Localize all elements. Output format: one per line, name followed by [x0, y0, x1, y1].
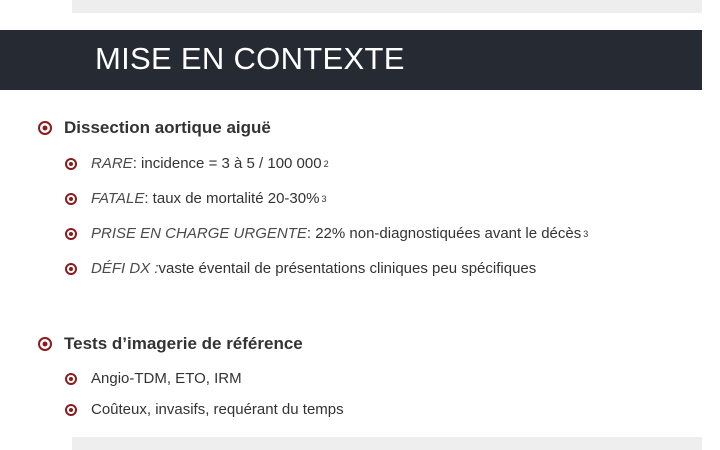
bottom-decorative-band: [72, 437, 702, 450]
section-heading-imagerie: [38, 334, 303, 354]
circle-dot-icon: [38, 337, 52, 351]
section-heading-text: Tests d’imagerie de référence: [64, 334, 303, 353]
reference-number: 2: [323, 158, 329, 169]
circle-dot-icon: [65, 158, 77, 170]
circle-dot-icon: [65, 193, 77, 205]
slide-title: MISE EN CONTEXTE: [95, 41, 405, 76]
list-item-keyword: PRISE EN CHARGE URGENTE: [91, 225, 307, 242]
list-item-text: Angio-TDM, ETO, IRM: [91, 370, 242, 387]
list-item-couteux: [65, 401, 344, 418]
list-item-text: : taux de mortalité 20-30%: [144, 190, 320, 207]
list-item-text: : 22% non-diagnostiquées avant le décès: [306, 225, 582, 242]
list-item-defi-dx: [65, 260, 536, 277]
circle-dot-icon: [65, 404, 77, 416]
circle-dot-icon: [38, 121, 52, 135]
circle-dot-icon: [65, 373, 77, 385]
list-item-prise-en-charge: [65, 225, 588, 242]
list-item-fatale: [65, 190, 326, 207]
list-item-keyword: RARE: [91, 155, 133, 172]
list-item-text: : incidence = 3 à 5 / 100 000: [132, 155, 322, 172]
list-item-keyword: DÉFI DX :: [91, 260, 159, 277]
section-heading-dissection: [38, 118, 271, 138]
reference-number: 3: [321, 193, 327, 204]
circle-dot-icon: [65, 228, 77, 240]
section-heading-text: Dissection aortique aiguë: [64, 118, 271, 137]
list-item-keyword: FATALE: [91, 190, 145, 207]
list-item-text: vaste éventail de présentations cliniques peu spécifiques: [158, 260, 537, 277]
list-item-angio: [65, 370, 242, 387]
reference-number: 3: [583, 228, 589, 239]
list-item-rare: [65, 155, 329, 172]
list-item-text: Coûteux, invasifs, requérant du temps: [91, 401, 344, 418]
top-decorative-band: [72, 0, 702, 13]
circle-dot-icon: [65, 263, 77, 275]
